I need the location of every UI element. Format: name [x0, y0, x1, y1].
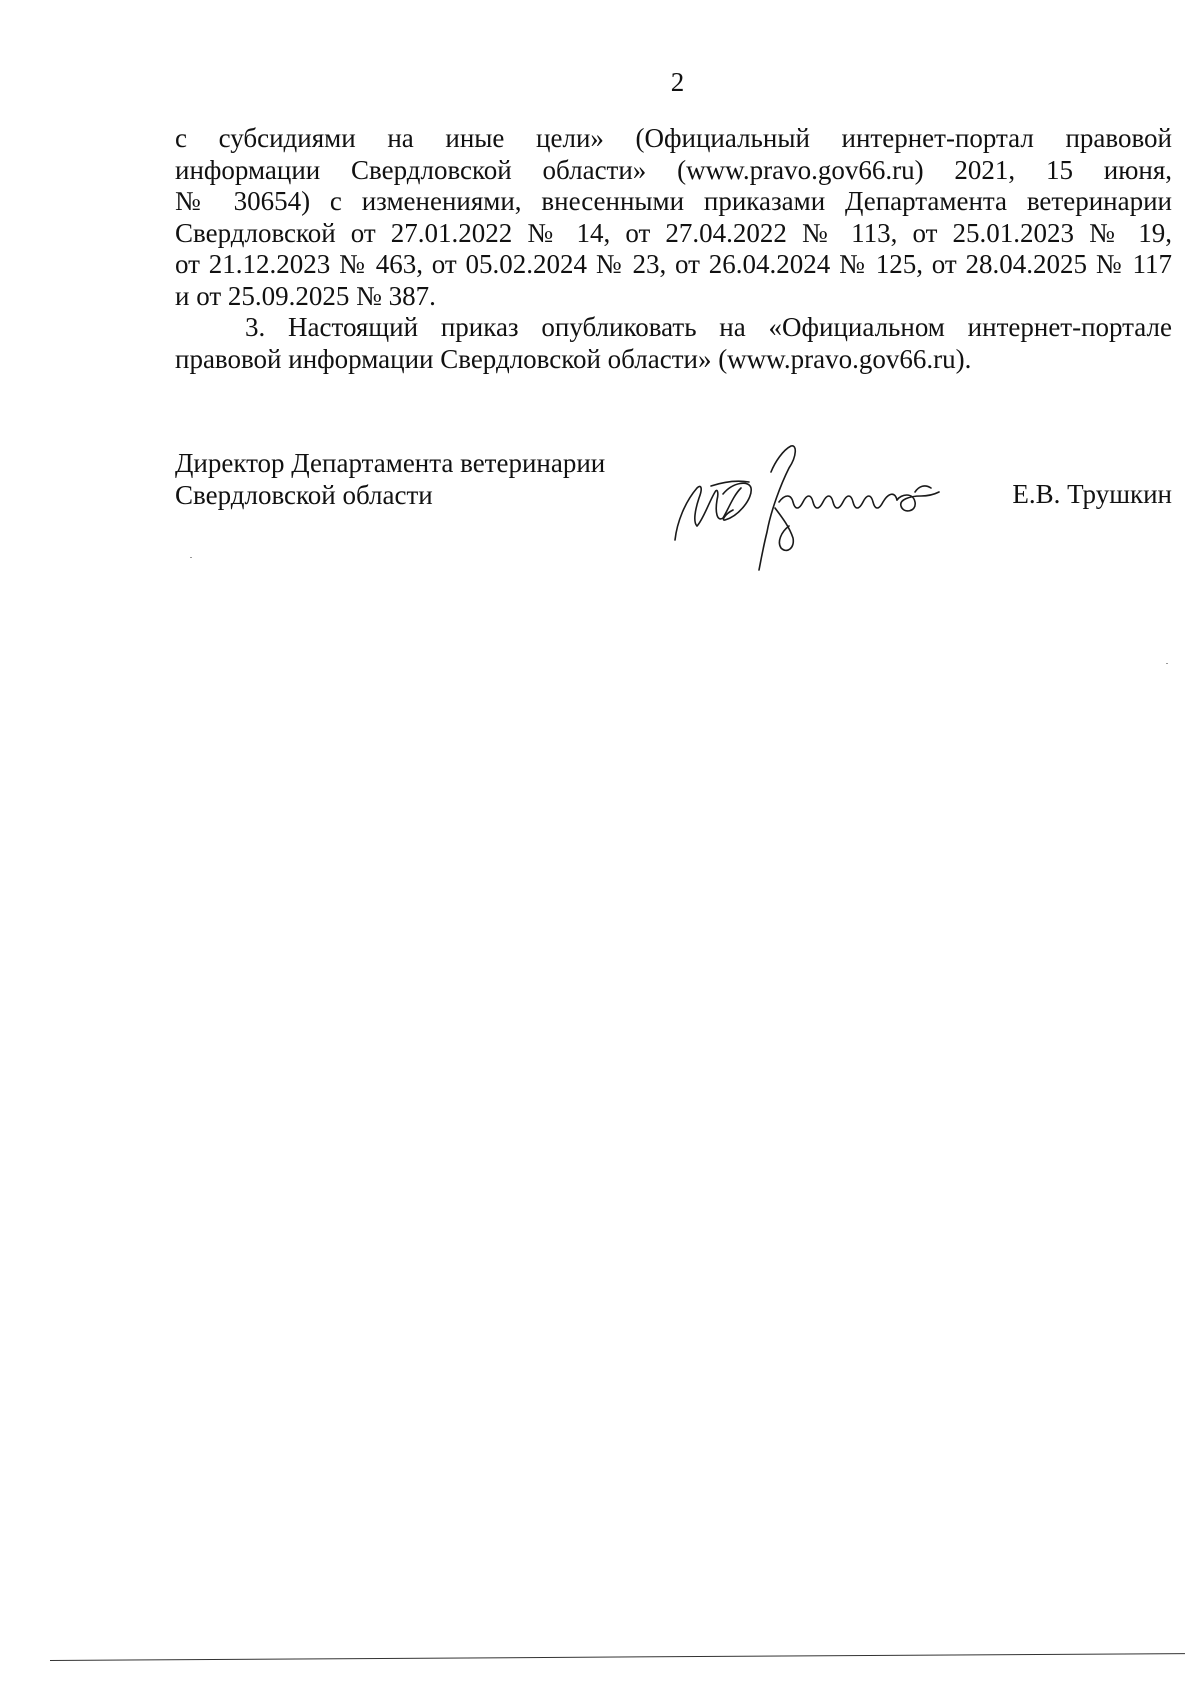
signatory-position-line: Свердловской области [175, 479, 433, 510]
text-line: и от 25.09.2025 № 387. [175, 280, 436, 311]
scan-speck [1166, 663, 1168, 664]
page-number: 2 [670, 67, 685, 97]
bottom-rule [50, 1653, 1185, 1661]
signatory-name: Е.В. Трушкин [1012, 479, 1172, 509]
paragraph-continuation [175, 123, 1172, 312]
signatory-position [175, 448, 695, 511]
text-line: № 30654) с изменениями, внесенными приказами Департамента ветеринарии [175, 186, 1172, 216]
signatory-position-line: Директор Департамента ветеринарии [175, 448, 606, 478]
paragraph-item-3 [175, 312, 1172, 375]
signature-block [175, 448, 1172, 568]
text-line: информации Свердловской области» (www.pravo.gov66.ru) 2021, 15 июня, [175, 154, 1172, 185]
text-line: 3. Настоящий приказ опубликовать на «Официальном интернет-портале [245, 312, 1172, 342]
text-line: правовой информации Свердловской области» (www.pravo.gov66.ru). [175, 343, 972, 374]
text-line: от 21.12.2023 № 463, от 05.02.2024 № 23, от 26.04.2024 № 125, от 28.04.2025 № 117 [175, 249, 1172, 279]
text-line: Свердловской от 27.01.2022 № 14, от 27.04.2022 № 113, от 25.01.2023 № 19, [175, 217, 1172, 248]
handwritten-signature [663, 422, 963, 572]
scan-speck [190, 557, 192, 558]
text-line: с субсидиями на иные цели» (Официальный интернет-портал правовой [175, 123, 1172, 153]
document-body [175, 123, 1172, 375]
